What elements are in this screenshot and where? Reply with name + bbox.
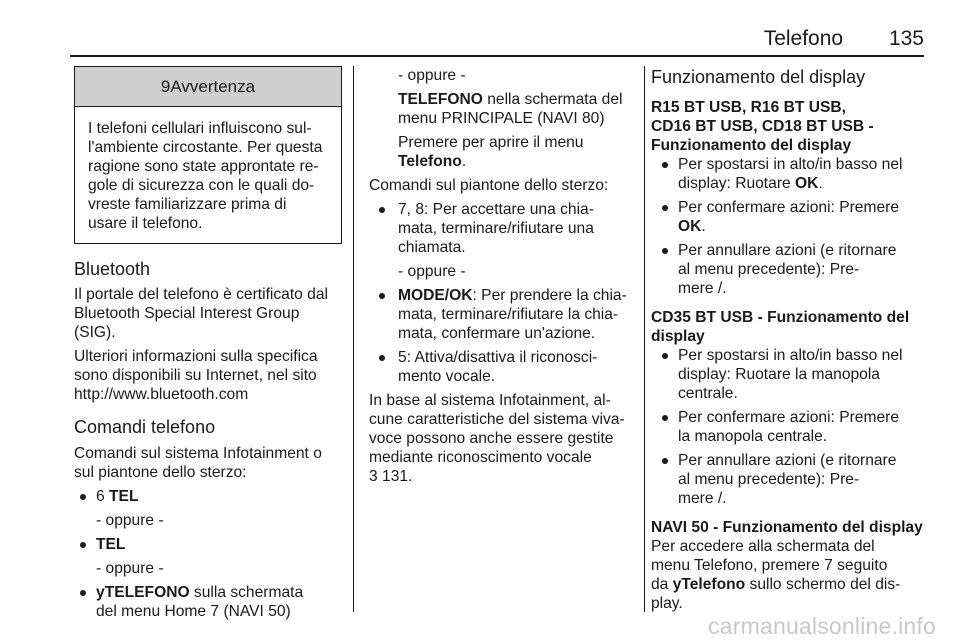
phone-icon: y <box>672 576 682 593</box>
home-icon: 7 <box>210 603 220 620</box>
text-line: Per confermare azioni: Premere <box>678 409 900 426</box>
text-line: : Per accettare una chia- <box>424 201 594 218</box>
text-line: Per annullare azioni (e ritornare <box>678 242 897 259</box>
text-line: al menu precedente): Pre- <box>678 261 860 278</box>
bullet-icon <box>662 458 668 464</box>
column-3 <box>651 66 931 613</box>
text-line: Per spostarsi in alto/in basso nel <box>678 156 903 173</box>
home-icon: 7 <box>824 557 833 574</box>
list-item <box>74 487 344 530</box>
text-line: del menu Home <box>96 603 211 620</box>
text-line: la manopola centrale. <box>678 428 828 445</box>
bluetooth-url[interactable]: http://www.bluetooth.com <box>74 386 249 403</box>
text-line: menu PRINCIPALE (NAVI 80) <box>398 110 605 127</box>
back-icon: / <box>717 490 723 507</box>
list-item <box>369 286 637 343</box>
column-1 <box>74 66 344 621</box>
page-header <box>764 25 924 53</box>
text-line: Premere per aprire il menu <box>398 134 584 151</box>
bluetooth-paragraph-1 <box>74 285 344 342</box>
navi50-subheading: NAVI 50 - Funzionamento del display <box>651 519 923 536</box>
text-line: nella schermata del <box>482 91 623 108</box>
r15-list <box>651 155 931 298</box>
navi50-paragraph <box>651 537 931 613</box>
text-line: chiamata. <box>398 239 466 256</box>
or-text: - oppure - <box>96 560 164 577</box>
call-accept-reject-icon: 7, 8 <box>398 201 425 218</box>
text-line: mediante riconoscimento vocale <box>369 449 592 466</box>
telefono-label: TELEFONO <box>104 584 190 601</box>
warning-text <box>75 107 341 243</box>
text-line: mere <box>678 280 718 297</box>
column-divider-2 <box>644 66 645 612</box>
bluetooth-heading: Bluetooth <box>74 259 151 279</box>
text-line: ragione sono state approntate re- <box>88 158 319 175</box>
display-heading: Funzionamento del display <box>651 67 866 87</box>
text-line: cune caratteristiche del sistema viva- <box>369 411 625 428</box>
cd35-subheading <box>651 308 931 346</box>
tel-label: TEL <box>96 536 126 553</box>
text-line: gole di sicurezza con le quali do- <box>88 177 315 194</box>
bullet-icon <box>80 494 86 500</box>
text-line: : Attiva/disattiva il riconosci- <box>406 349 598 366</box>
list-item <box>369 348 637 386</box>
text-line: l'ambiente circostante. Per questa <box>88 139 323 156</box>
text-line: mento vocale. <box>398 368 496 385</box>
text-line: (NAVI 50) <box>219 603 291 620</box>
list-item: Per annullare azioni (e ritornare al menu precedente): Pre- mere /. <box>651 451 931 508</box>
back-icon: / <box>717 280 723 297</box>
list-item <box>369 200 637 281</box>
or-text: - oppure - <box>398 67 466 84</box>
text-line: CD35 BT USB - Funzionamento del <box>651 309 910 326</box>
text-line: vreste familiarizzare prima di <box>88 196 287 213</box>
text-line: mata, confermare un'azione. <box>398 325 596 342</box>
list-item <box>651 346 931 403</box>
voice-icon: 5 <box>398 349 407 366</box>
comandi-intro <box>74 444 344 482</box>
bullet-icon <box>662 162 668 168</box>
text-line: Per annullare azioni (e ritornare <box>678 452 897 469</box>
text-line: usare il telefono. <box>88 215 203 232</box>
text-line: Funzionamento del display <box>651 137 852 154</box>
text-line: Comandi sul sistema Infotainment o <box>74 445 322 462</box>
r15-subheading <box>651 98 931 155</box>
list-item <box>74 583 344 621</box>
text-line: sullo schermo del dis- <box>745 576 901 593</box>
text-line: play. <box>651 595 683 612</box>
list-item: Per confermare azioni: Premere OK. <box>651 198 931 236</box>
warning-title: Avvertenza <box>170 77 256 96</box>
telefono-label: Telefono <box>398 153 462 170</box>
telefono-paragraph <box>398 90 637 128</box>
phone-icon: y <box>96 584 105 601</box>
text-line: sulla schermata <box>189 584 304 601</box>
bluetooth-paragraph-2 <box>74 347 344 404</box>
text-line: Per spostarsi in alto/in basso nel <box>678 347 903 364</box>
telefono-label: Telefono <box>681 576 746 593</box>
bullet-icon <box>379 293 385 299</box>
ok-label: OK <box>678 218 702 235</box>
warning-box <box>74 66 342 244</box>
reference-icon: 3 <box>369 468 378 485</box>
text-line: mere <box>678 490 718 507</box>
bullet-icon <box>379 355 385 361</box>
infotainment-paragraph <box>369 391 637 486</box>
text-line: : Per prendere la chia- <box>472 287 627 304</box>
text-line: Ulteriori informazioni sulla specifica <box>74 348 318 365</box>
text-line: seguito <box>832 557 888 574</box>
text-line: sono disponibili su Internet, nel sito <box>74 367 317 384</box>
text-line: (SIG). <box>74 324 116 341</box>
telefono-label: TELEFONO <box>398 91 483 108</box>
warning-icon: 9 <box>160 77 171 96</box>
text-line: Bluetooth Special Interest Group <box>74 305 300 322</box>
text-line: display <box>651 328 705 345</box>
column-2 <box>369 66 637 486</box>
text-line: centrale. <box>678 385 738 402</box>
or-text: - oppure - <box>96 512 164 529</box>
text-line: I telefoni cellulari influiscono sul- <box>88 120 312 137</box>
bullet-icon <box>662 353 668 359</box>
bullet-icon <box>662 248 668 254</box>
text-line: CD16 BT USB, CD18 BT USB - <box>651 118 874 135</box>
bullet-icon <box>80 542 86 548</box>
phone-key-icon: 6 <box>96 488 105 505</box>
or-text: - oppure - <box>398 263 466 280</box>
bullet-icon <box>662 415 668 421</box>
text-line: In base al sistema Infotainment, al- <box>369 392 611 409</box>
text-line: display: Ruotare la manopola <box>678 366 880 383</box>
text-line: mata, terminare/rifiutare una <box>398 220 594 237</box>
text-line: Per accedere alla schermata del <box>651 538 875 555</box>
premere-paragraph <box>398 133 637 171</box>
warning-header <box>75 67 341 107</box>
text-line: mata, terminare/rifiutare la chia- <box>398 306 619 323</box>
list-item <box>74 535 344 578</box>
text-line: al menu precedente): Pre- <box>678 471 860 488</box>
text-line: display: Ruotare <box>678 175 796 192</box>
list-item: Per spostarsi in alto/in basso nel display: Ruotare OK. <box>651 155 931 193</box>
column-divider-1 <box>353 66 354 612</box>
bullet-icon <box>379 207 385 213</box>
text-line: voce possono anche essere gestite <box>369 430 614 447</box>
bullet-icon <box>662 205 668 211</box>
page-reference[interactable]: 131. <box>377 468 413 485</box>
comandi-heading: Comandi telefono <box>74 417 216 437</box>
list-item: Per annullare azioni (e ritornare al menu precedente): Pre- mere /. <box>651 241 931 298</box>
page-number: 135 <box>888 27 924 50</box>
ok-label: OK <box>795 175 819 192</box>
watermark: carmanualsonline.info <box>708 613 936 639</box>
header-rule <box>70 55 924 57</box>
tel-label: TEL <box>109 488 139 505</box>
text-line: Per confermare azioni: Premere <box>678 199 900 216</box>
cd35-list <box>651 346 931 508</box>
steering-intro: Comandi sul piantone dello sterzo: <box>369 177 609 194</box>
mode-ok-label: MODE/OK <box>398 287 473 304</box>
text-line: da <box>651 576 673 593</box>
list-item <box>651 408 931 446</box>
text-line: sul piantone dello sterzo: <box>74 464 247 481</box>
text-line: Il portale del telefono è certificato dal <box>74 286 328 303</box>
text-line: R15 BT USB, R16 BT USB, <box>651 99 846 116</box>
comandi-list <box>74 487 344 621</box>
page-title: Telefono <box>763 27 844 50</box>
continued-bullet <box>369 66 637 171</box>
bullet-icon <box>80 590 86 596</box>
text-line: menu Telefono, premere <box>651 557 825 574</box>
text-line: . <box>461 153 467 170</box>
steering-list <box>369 200 637 386</box>
